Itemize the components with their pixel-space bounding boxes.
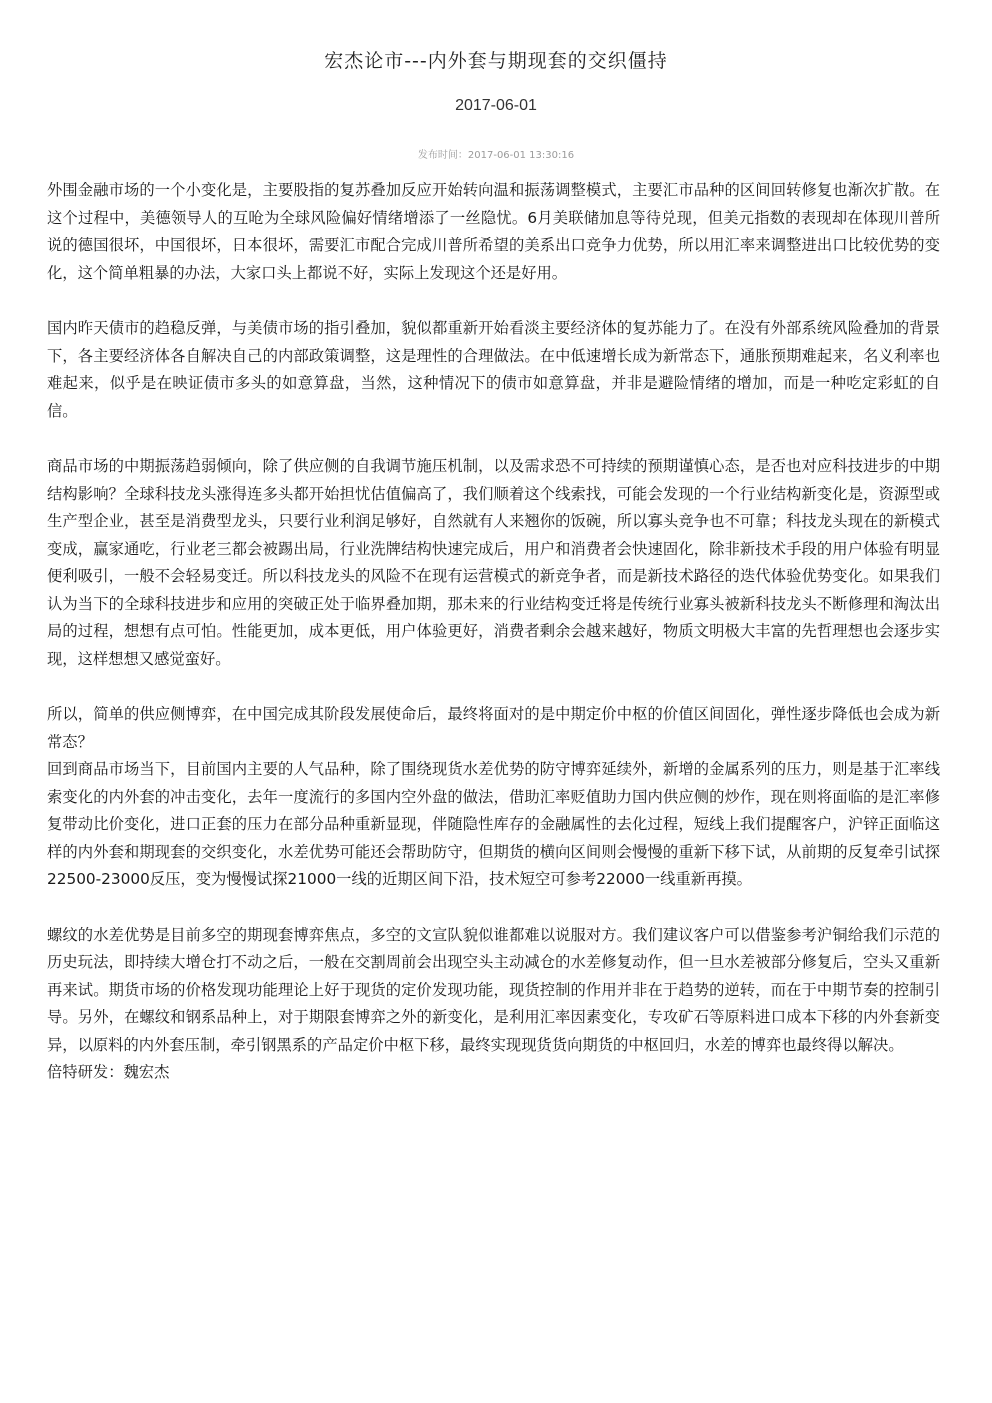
publish-time: 2017-06-01 13:30:16: [467, 150, 575, 161]
publish-time-line: [0, 149, 992, 163]
author-signature: 倍特研发：魏宏杰: [47, 1063, 170, 1081]
paragraph-6: 螺纹的水差优势是目前多空的期现套博弈焦点，多空的文宣队貌似谁都难以说服对方。我们建议客户可以借鉴参考沪铜给我们示范的历史玩法，即持续大增仓打不动之后，一般在交割周前会出现空头主动减仓的水差修复动作，但一旦水差被部分修复后，空头又重新再来试。期货市场的价格发现功能理论上好于现货的定价发现功能，现货控制的作用并非在于趋势的逆转，而在于中期节奏的控制引导。另外，在螺纹和钢系品种上，对于期限套博弈之外的新变化，是利用汇率因素变化，专攻矿石等原料进口成本下移的内外套新变异，以原料的内外套压制，牵引钢黑系的产品定价中枢下移，最终实现现货货向期货的中枢回归，水差的博弈也最终得以解决。: [47, 925, 940, 1054]
article-body: [47, 177, 940, 1087]
paragraph-1: 外围金融市场的一个小变化是，主要股指的复苏叠加反应开始转向温和振荡调整模式，主要汇市品种的区间回转修复也渐次扩散。在这个过程中，美德领导人的互呛为全球风险偏好情绪增添了一丝隐忧。6月美联储加息等待兑现，但美元指数的表现却在体现川普所说的德国很坏，中国很坏，日本很坏，需要汇市配合完成川普所希望的美系出口竞争力优势，所以用汇率来调整进出口比较优势的变化，这个简单粗暴的办法，大家口头上都说不好，实际上发现这个还是好用。: [47, 181, 940, 282]
publish-label: 发布时间：: [417, 150, 468, 161]
paragraph-2: 国内昨天债市的趋稳反弹，与美债市场的指引叠加，貌似都重新开始看淡主要经济体的复苏能力了。在没有外部系统风险叠加的背景下，各主要经济体各自解决自己的内部政策调整，这是理性的合理做法。在中低速增长成为新常态下，通胀预期难起来，名义利率也难起来，似乎是在映证债市多头的如意算盘，当然，这种情况下的债市如意算盘，并非是避险情绪的增加，而是一种吃定彩虹的自信。: [47, 319, 940, 420]
article-date: 2017-06-01: [455, 97, 537, 114]
paragraph-4: 所以，简单的供应侧博弈，在中国完成其阶段发展使命后，最终将面对的是中期定价中枢的价值区间固化，弹性逐步降低也会成为新常态？: [47, 705, 940, 751]
article-title: 宏杰论市---内外套与期现套的交织僵持: [324, 50, 668, 72]
paragraph-3: 商品市场的中期振荡趋弱倾向，除了供应侧的自我调节施压机制，以及需求恐不可持续的预期谨慎心态，是否也对应科技进步的中期结构影响？全球科技龙头涨得连多头都开始担忧估值偏高了，我们顺着这个线索找，可能会发现的一个行业结构新变化是，资源型或生产型企业，甚至是消费型龙头，只要行业利润足够好，自然就有人来翘你的饭碗，所以寡头竞争也不可靠；科技龙头现在的新模式变成，赢家通吃，行业老三都会被踢出局，行业洗牌结构快速完成后，用户和消费者会快速固化，除非新技术手段的用户体验有明显便利吸引，一般不会轻易变迁。所以科技龙头的风险不在现有运营模式的新竞争者，而是新技术路径的迭代体验优势变化。如果我们认为当下的全球科技进步和应用的突破正处于临界叠加期，那未来的行业结构变迁将是传统行业寡头被新科技龙头不断修理和淘汰出局的过程，想想有点可怕。性能更加，成本更低，用户体验更好，消费者剩余会越来越好，物质文明极大丰富的先哲理想也会逐步实现，这样想想又感觉蛮好。: [47, 457, 940, 668]
paragraph-5: 回到商品市场当下，目前国内主要的人气品种，除了围绕现货水差优势的防守博弈延续外，新增的金属系列的压力，则是基于汇率线索变化的内外套的冲击变化，去年一度流行的多国内空外盘的做法，借助汇率贬值助力国内供应侧的炒作，现在则将面临的是汇率修复带动比价变化，进口正套的压力在部分品种重新显现，伴随隐性库存的金融属性的去化过程，短线上我们提醒客户，沪锌正面临这样的内外套和期现套的交织变化，水差优势可能还会帮助防守，但期货的横向区间则会慢慢的重新下移下试，从前期的反复牵引试探22500-23000反压，变为慢慢试探21000一线的近期区间下沿，技术短空可参考22000一线重新再摸。: [47, 760, 940, 888]
